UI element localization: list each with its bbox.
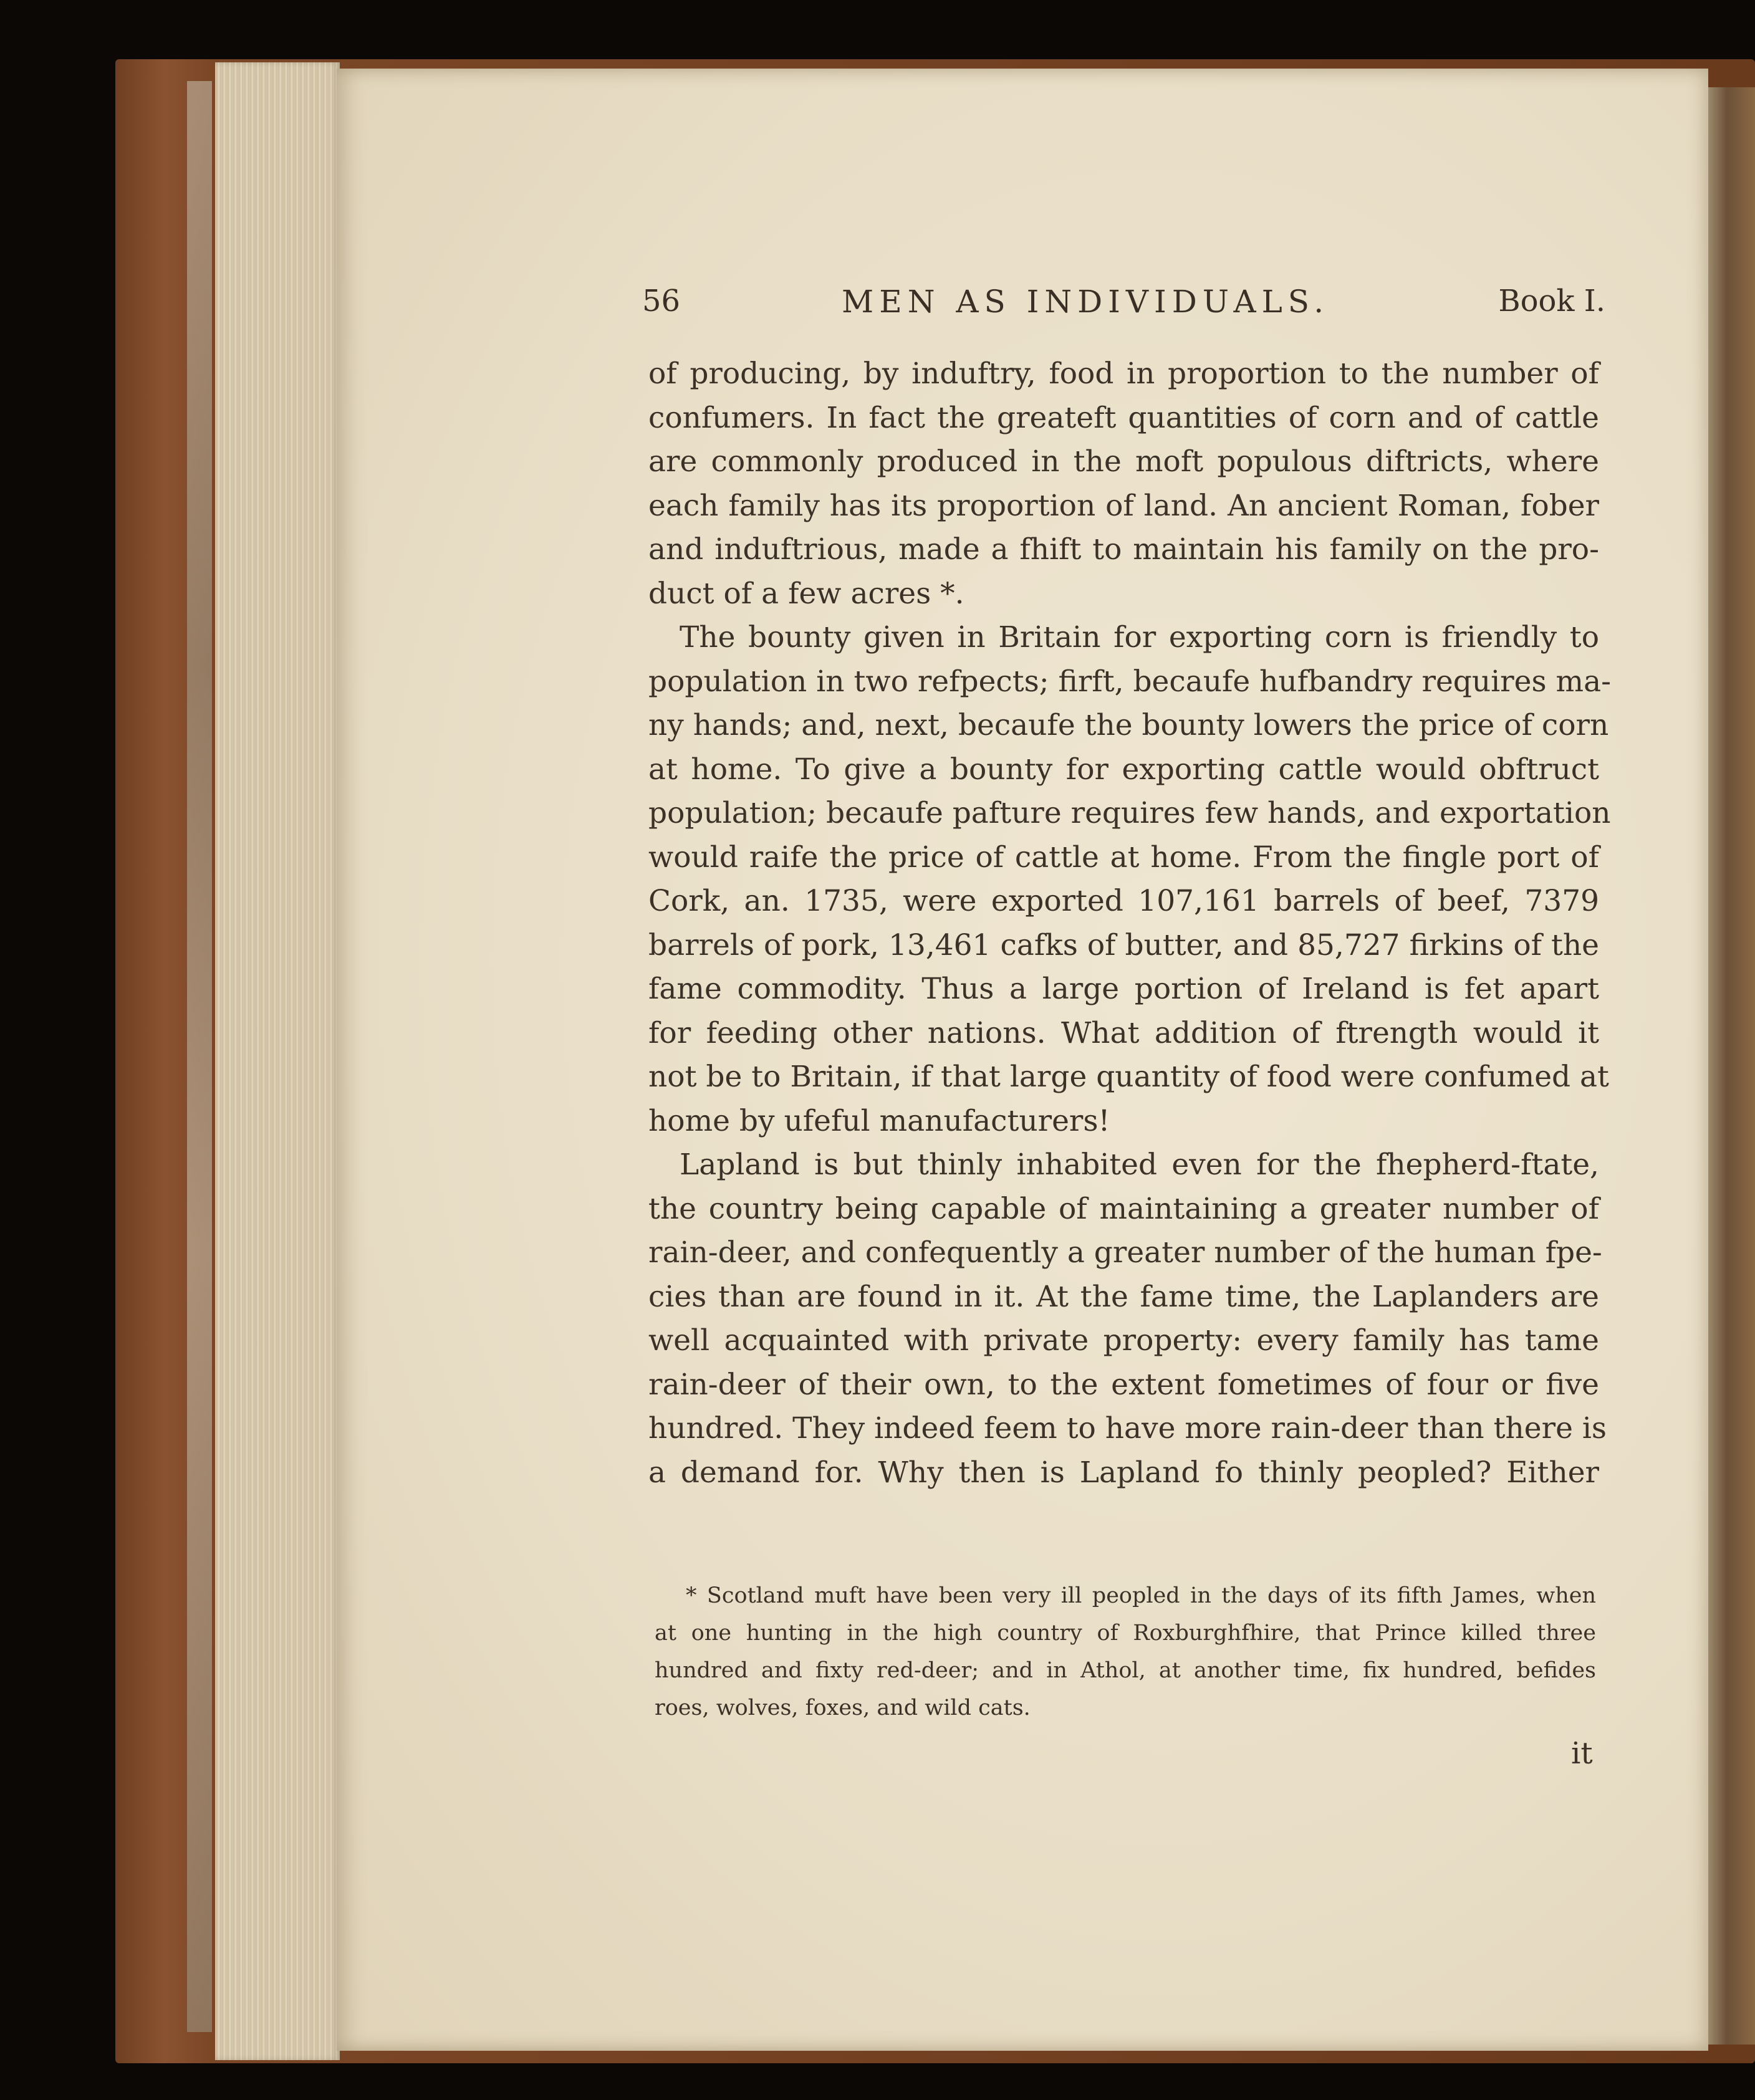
text-line: ny hands; and, next, becaufe the bounty lowers the price of corn (648, 708, 1609, 742)
page-number: 56 (642, 284, 681, 319)
text-line: barrels of pork, 13,461 cafks of butter, and 85,727 firkins of the (648, 928, 1599, 962)
text-line: population in two refpects; firft, becaufe hufbandry requires ma- (648, 664, 1611, 699)
text-line: of producing, by induftry, food in proportion to the number of (648, 357, 1599, 391)
text-line: at home. To give a bounty for exporting cattle would obftruct (648, 752, 1599, 787)
text-line: hundred. They indeed feem to have more rain-deer than there is (648, 1411, 1607, 1446)
text-line: each family has its proportion of land. An ancient Roman, fober (648, 488, 1599, 523)
book-label: Book I. (1498, 284, 1605, 319)
text-line: Lapland is but thinly inhabited even for the fhepherd-ftate, (680, 1148, 1599, 1182)
text-line: a demand for. Why then is Lapland fo thinly peopled? Either (648, 1455, 1599, 1490)
text-line: cies than are found in it. At the fame time, the Laplanders are (648, 1279, 1599, 1314)
running-title: MEN AS INDIVIDUALS. (842, 284, 1330, 320)
body-text (648, 352, 1611, 1495)
footnote (655, 1577, 1596, 1727)
spine-edge (187, 81, 212, 2032)
facing-page-edge (1708, 87, 1755, 2045)
text-line: and induftrious, made a fhift to maintain his family on the pro- (648, 532, 1599, 567)
footnote-line: * Scotland muft have been very ill peopled in the days of its fifth James, when (686, 1583, 1596, 1608)
text-line: would raife the price of cattle at home. From the fingle port of (648, 840, 1599, 875)
text-line: Cork, an. 1735, were exported 107,161 barrels of beef, 7379 (648, 884, 1599, 918)
text-line: rain-deer, and confequently a greater number of the human fpe- (648, 1235, 1602, 1270)
text-line: fame commodity. Thus a large portion of Ireland is fet apart (648, 972, 1599, 1006)
text-line: well acquainted with private property: every family has tame (648, 1323, 1599, 1358)
text-line: rain-deer of their own, to the extent fometimes of four or five (648, 1367, 1599, 1402)
text-line: The bounty given in Britain for exporting corn is friendly to (680, 620, 1599, 654)
footnote-line: roes, wolves, foxes, and wild cats. (655, 1695, 1031, 1720)
text-line: not be to Britain, if that large quantity of food were confumed at (648, 1060, 1609, 1094)
text-line: confumers. In fact the greateft quantities of corn and of cattle (648, 400, 1599, 435)
running-head (642, 284, 1605, 327)
text-line: are commonly produced in the moft populous diftricts, where (648, 444, 1599, 479)
text-line: for feeding other nations. What addition of ftrength would it (648, 1015, 1599, 1050)
text-line: home by ufeful manufacturers! (648, 1103, 1110, 1138)
page-edges (215, 62, 340, 2060)
text-line: population; becaufe pafture requires few hands, and exportation (648, 796, 1611, 830)
footnote-line: at one hunting in the high country of Roxburghfhire, that Prince killed three (655, 1621, 1596, 1646)
text-line: duct of a few acres *. (648, 576, 964, 611)
footnote-line: hundred and fixty red-deer; and in Athol, at another time, fix hundred, befides (655, 1658, 1596, 1683)
text-line: the country being capable of maintaining a greater number of (648, 1191, 1599, 1226)
catchword: it (1571, 1736, 1593, 1771)
